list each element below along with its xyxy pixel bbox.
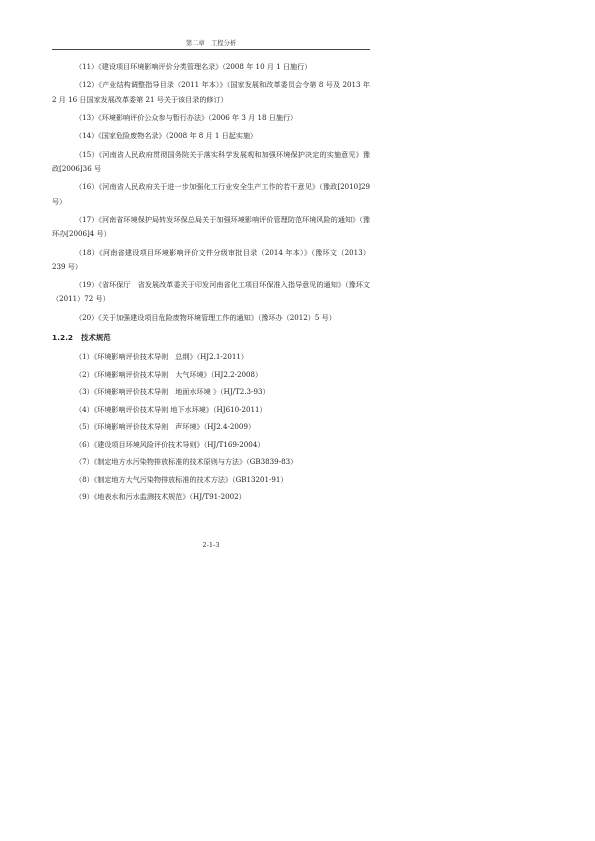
standard-item: （8）《制定地方大气污染物排放标准的技术方法》（GB13201-91） <box>75 474 288 484</box>
page-header: 第二章 工程分析 <box>185 40 237 47</box>
standard-item: （5）《环境影响评价技术导则 声环境》（HJ2.4-2009） <box>75 422 256 432</box>
standard-item: （9）《地表水和污水监测技术规范》（HJ/T91-2002） <box>75 492 246 502</box>
law-item: （16）《河南省人民政府关于进一步加强化工行业安全生产工作的若干意见》（豫政[2010]29 号） <box>52 182 370 206</box>
standard-item: （1）《环境影响评价技术导则 总纲》（HJ2.1-2011） <box>75 352 248 362</box>
header-rule <box>52 49 370 50</box>
law-item: （19）《省环保厅 省发展改革委关于印发河南省化工项目环保准入指导意见的通知》（豫环文（2011）72 号） <box>52 280 370 304</box>
standard-item: （3）《环境影响评价技术导则 地面水环境 》（HJ/T2.3-93） <box>75 387 270 397</box>
section-title: 技术规范 <box>81 332 111 342</box>
law-item: （20）《关于加强建设项目危险废物环境管理工作的通知》（豫环办（2012）5 号） <box>75 312 336 322</box>
page-number: 2-1-3 <box>202 541 220 549</box>
section-number: 1.2.2 <box>52 332 74 342</box>
law-item: （12）《产业结构调整指导目录（2011 年本）》（国家发展和改革委员会令第 8 号及 2013 年 2 月 16 日国家发展改革委第 21 号关于该目录的修订） <box>52 80 370 104</box>
standard-item: （4）《环境影响评价技术导则 地下水环境》（HJ610-2011） <box>75 404 267 414</box>
standard-item: （2）《环境影响评价技术导则 大气环境》（HJ2.2-2008） <box>75 369 263 379</box>
law-item: （11）《建设项目环境影响评价分类管理名录》（2008 年 10 月 1 日施行） <box>75 62 312 71</box>
standard-item: （6）《建设项目环境风险评价技术导则》（HJ/T169-2004） <box>75 439 265 449</box>
law-item: （17）《河南省环境保护局转发环保总局关于加强环境影响评价管理防范环境风险的通知》（豫环办[2006]4 号） <box>52 214 370 239</box>
document-body <box>52 60 370 508</box>
law-item: （13）《环境影响评价公众参与暂行办法》（2006 年 3 月 18 日施行） <box>75 112 298 122</box>
law-item: （18）《河南省建设项目环境影响评价文件分级审批目录（2014 年本）》（豫环文（2013）239 号） <box>52 247 370 271</box>
law-item: （15）《河南省人民政府贯彻国务院关于落实科学发展观和加强环境保护决定的实施意见》豫政[2006]36 号 <box>52 149 370 173</box>
law-item: （14）《国家危险废物名录》（2008 年 8 月 1 日起实施） <box>75 131 258 141</box>
standard-item: （7）《制定地方水污染物排放标准的技术原则与方法》（GB3839-83） <box>75 457 298 467</box>
section-heading <box>52 331 370 345</box>
